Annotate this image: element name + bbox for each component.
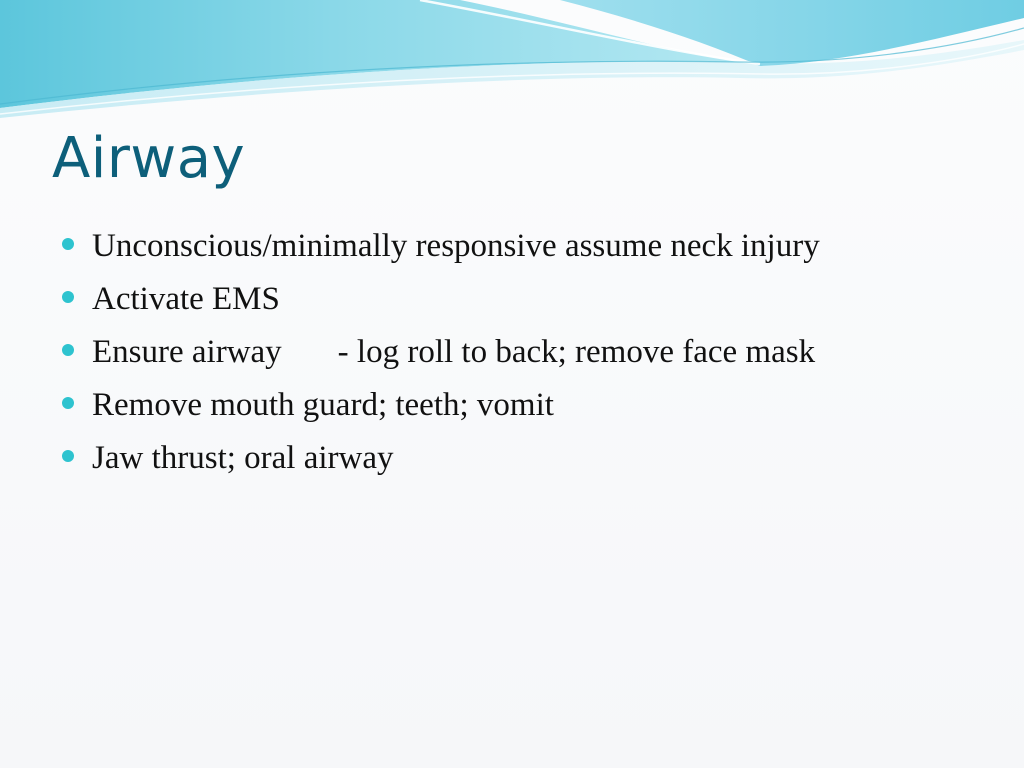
bullet-dot-icon (62, 397, 74, 409)
bullet-text-primary: Ensure airway (92, 334, 282, 370)
bullet-dot-icon (62, 344, 74, 356)
bullet-item-ensure-airway (62, 330, 962, 374)
bullet-item-remove-mouth-guard (62, 383, 962, 427)
bullet-item-jaw-thrust (62, 436, 962, 480)
bullet-list (62, 224, 962, 489)
bullet-dot-icon (62, 238, 74, 250)
bullet-text-detail: - log roll to back; remove face mask (337, 334, 816, 370)
bullet-dot-icon (62, 450, 74, 462)
bullet-text: Jaw thrust; oral airway (92, 440, 394, 476)
bullet-item-activate-ems (62, 277, 962, 321)
bullet-item-unconscious (62, 224, 962, 268)
bullet-text: Activate EMS (92, 281, 280, 317)
header-wave-decoration (0, 0, 1024, 130)
bullet-dot-icon (62, 291, 74, 303)
bullet-text: Unconscious/minimally responsive assume neck injury (92, 228, 820, 264)
bullet-text: Remove mouth guard; teeth; vomit (92, 387, 554, 423)
slide-title: Airway (52, 126, 246, 191)
